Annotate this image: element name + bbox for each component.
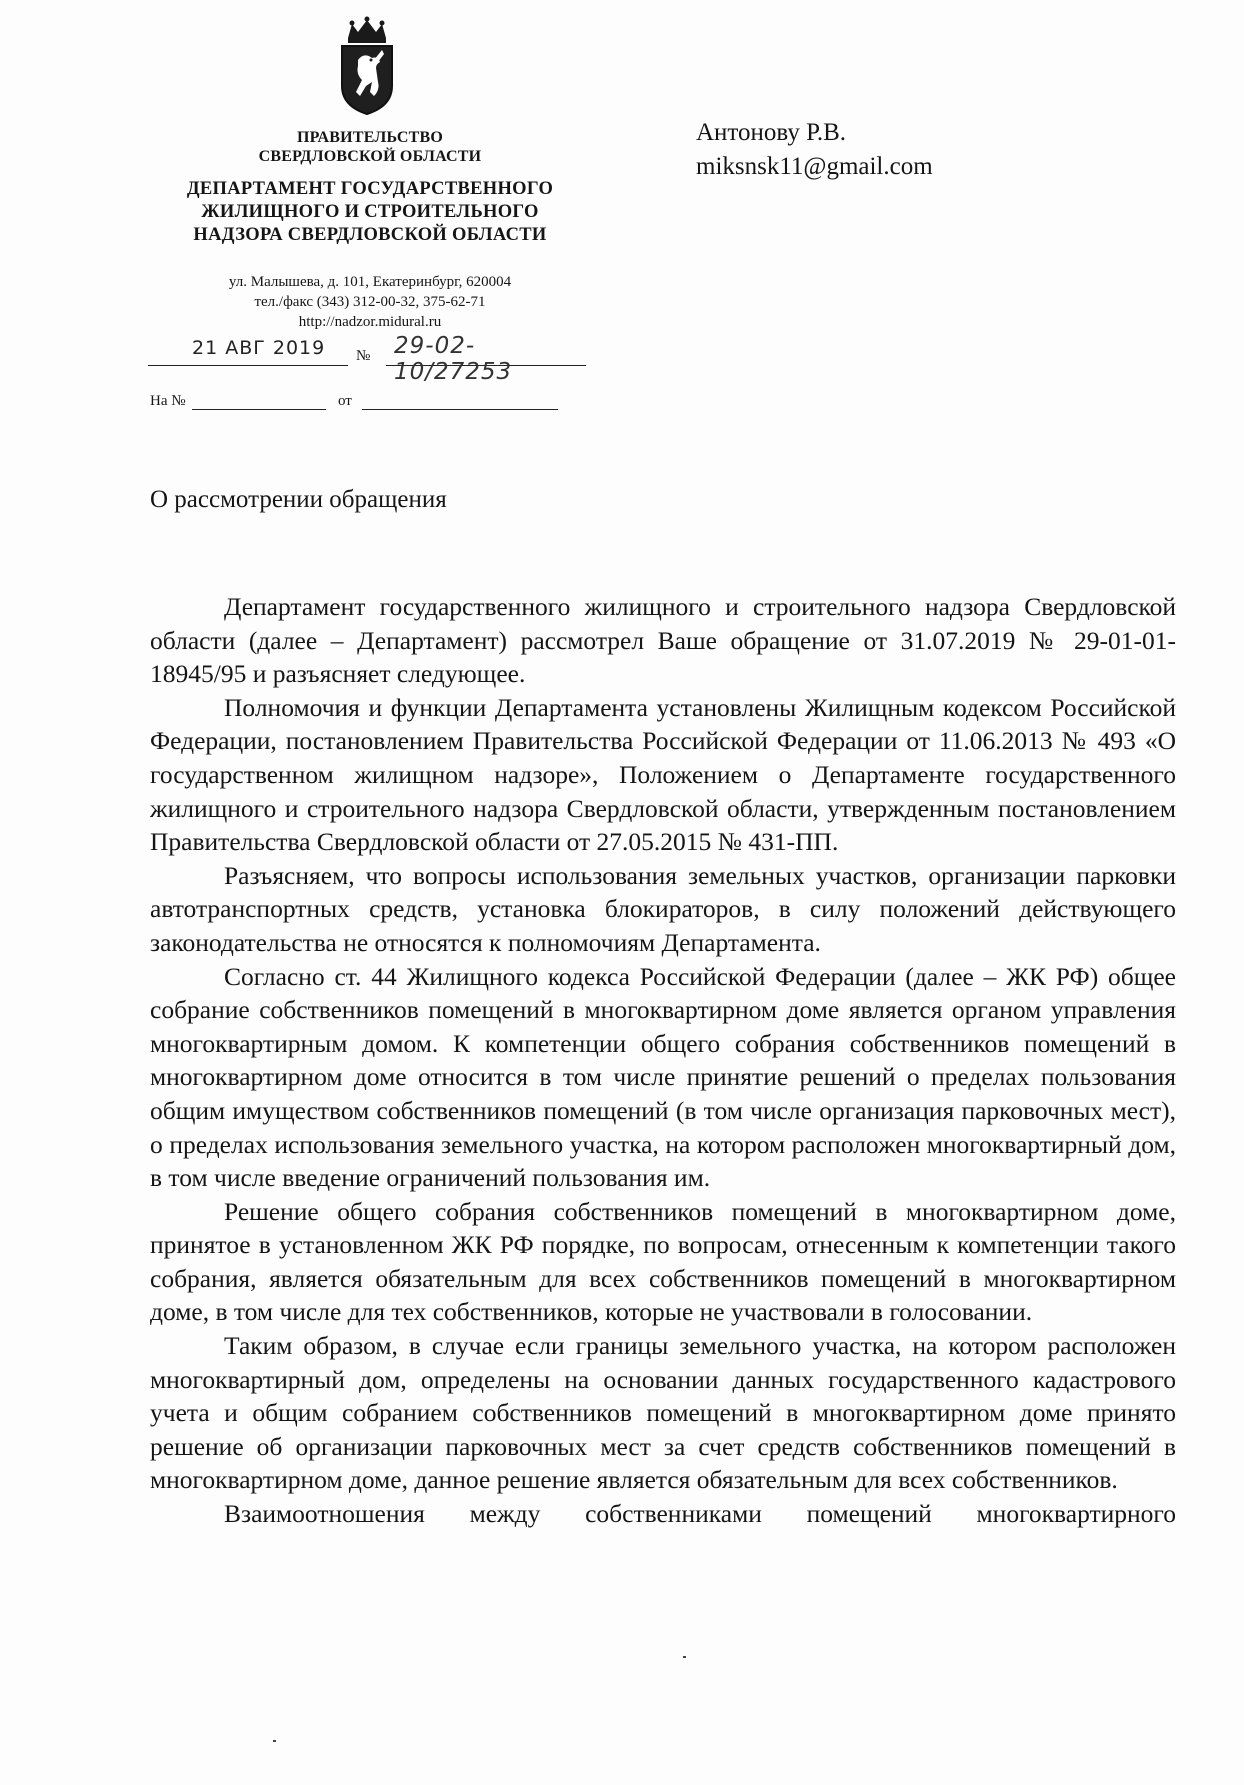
paragraph-5: Решение общего собрания собственников помещений в многоквартирном доме, принятое в установленном ЖК РФ порядке, по вопросам, отнесенным к компетенции такого собрания, является обязательным для всех собственников помещений в многоквартирном доме, в том числе для тех собственников, которые не участвовали в голосовании. [150,1196,1176,1327]
letterhead-phone: тел./факс (343) 312-00-32, 375-62-71 [254,294,486,310]
department-line-3: НАДЗОРА СВЕРДЛОВСКОЙ ОБЛАСТИ [193,225,547,245]
department-name [150,178,590,247]
addressee-name: Антонову Р.В. [696,119,847,146]
letterhead-website: http://nadzor.midural.ru [298,314,442,330]
reply-to-blank [192,409,326,410]
from-blank [362,409,558,410]
reply-to-label: На № [150,393,186,409]
scan-speck [273,1740,276,1742]
coat-of-arms-icon [334,16,400,116]
letterhead [150,128,590,247]
paragraph-4: Согласно ст. 44 Жилищного кодекса Российской Федерации (далее – ЖК РФ) общее собрание собственников помещений в многоквартирном доме является органом управления многоквартирным домом. К компетенции общего собрания собственников помещений в многоквартирном доме относится в том числе принятие решений о пределах пользования общим имуществом собственников помещений (в том числе организация парковочных мест), о пределах использования земельного участка, на котором расположен многоквартирный дом, в том числе введение ограничений пользования им. [150,961,1176,1193]
paragraph-2: Полномочия и функции Департамента установлены Жилищным кодексом Российской Федерации, постановлением Правительства Российской Федерации от 11.06.2013 № 493 «О государственном жилищном надзоре», Положением о Департаменте государственного жилищного и строительного надзора Свердловской области, утвержденным постановлением Правительства Свердловской области от 27.05.2015 № 431-ПП. [150,692,1176,857]
department-line-2: ЖИЛИЩНОГО И СТРОИТЕЛЬНОГО [201,202,539,222]
government-line-1: ПРАВИТЕЛЬСТВО [296,129,444,146]
letterhead-contacts [150,272,590,332]
paragraph-3: Разъясняем, что вопросы использования земельных участков, организации парковки автотранспортных средств, установка блокираторов, в силу положений действующего законодательства не относятся к полномочиям Департамента. [150,860,1176,957]
addressee-email: miksnsk11@gmail.com [696,153,933,180]
handwritten-registration-number: 29-02-10/27253 [394,333,513,385]
scan-speck [683,1656,686,1658]
paragraph-7: Взаимоотношения между собственниками помещений многоквартирного [224,1499,1176,1529]
registration-date-field [148,337,348,366]
letterhead-address: ул. Малышева, д. 101, Екатеринбург, 620004 [228,274,512,290]
department-line-1: ДЕПАРТАМЕНТ ГОСУДАРСТВЕННОГО [186,179,554,199]
letter-body [150,590,1176,1531]
addressee [696,116,933,184]
registration-number-label: № [356,348,371,364]
date-stamp: 21 АВГ 2019 [192,337,326,359]
registration-number-field [386,333,586,385]
government-line-2: СВЕРДЛОВСКОЙ ОБЛАСТИ [258,148,482,165]
government-name [150,128,590,166]
paragraph-1: Департамент государственного жилищного и строительного надзора Свердловской области (далее – Департамент) рассмотрел Ваше обращение от 31.07.2019 № 29-01-01-18945/95 и разъясняет следующее. [150,592,1176,689]
from-label: от [338,393,352,409]
letter-subject: О рассмотрении обращения [150,486,447,513]
paragraph-6: Таким образом, в случае если границы земельного участка, на котором расположен многоквартирный дом, определены на основании данных государственного кадастрового учета и общим собранием собственников помещений в многоквартирном доме принято решение об организации парковочных мест за счет средств собственников помещений в многоквартирном доме, данное решение является обязательным для всех собственников. [150,1331,1176,1495]
